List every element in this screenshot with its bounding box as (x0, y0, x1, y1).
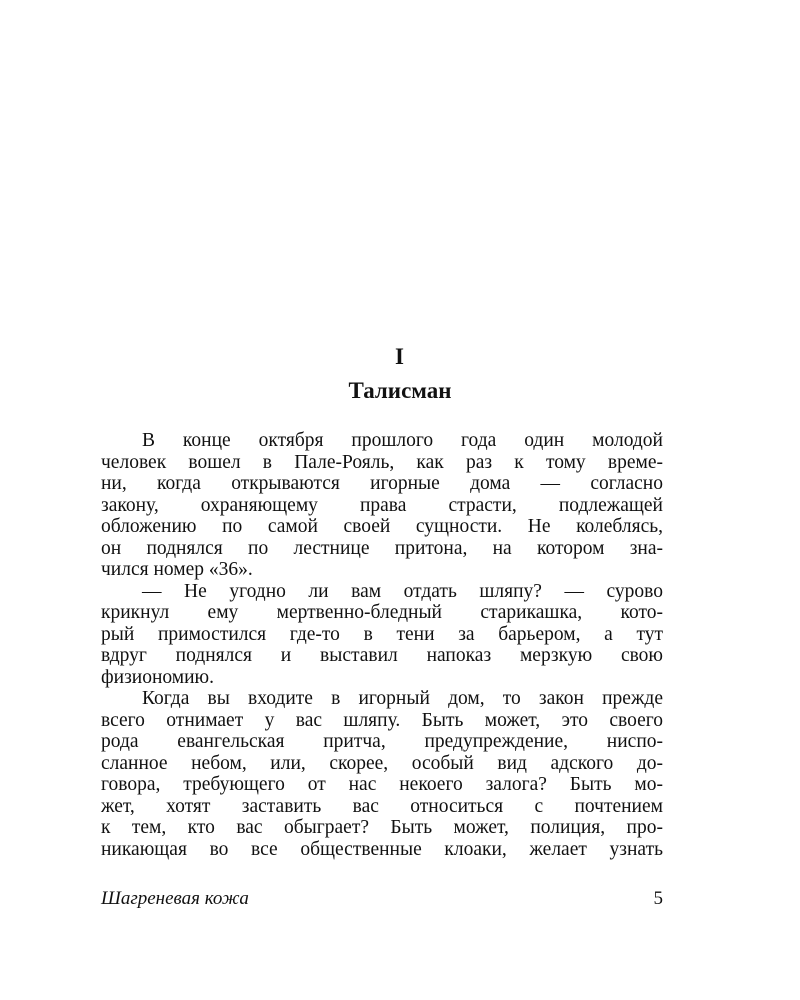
text-line: он поднялся по лестнице притона, на котором зна- (101, 537, 663, 559)
text-line: никающая во все общественные клоаки, желает узнать (101, 838, 663, 860)
text-line: чился номер «36». (101, 559, 253, 580)
text-line: рый примостился где-то в тени за барьером, а тут (101, 623, 663, 645)
text-line: к тем, кто вас обыграет? Быть может, полиция, про- (101, 817, 663, 838)
chapter-title: Талисман (348, 378, 452, 403)
text-line: закону, охраняющему права страсти, подлежащей (101, 494, 663, 516)
text-line: человек вошел в Пале-Рояль, как раз к тому време- (101, 451, 663, 473)
text-line: говора, требующего от нас некоего залога? Быть мо- (101, 774, 663, 795)
chapter-number: I (395, 344, 405, 369)
text-line: вдруг поднялся и выставил напоказ мерзкую свою (101, 645, 663, 666)
text-line: физиономию. (101, 666, 214, 688)
text-line: сланное небом, или, скорее, особый вид адского до- (101, 752, 663, 774)
text-line: ни, когда открываются игорные дома — согласно (101, 473, 663, 494)
text-line: всего отнимает у вас шляпу. Быть может, это своего (101, 709, 663, 731)
running-footer-book-title: Шагреневая кожа (101, 888, 249, 909)
text-line: рода евангельская притча, предупреждение, ниспо- (101, 731, 663, 752)
text-line: обложению по самой своей сущности. Не колеблясь, (101, 516, 663, 537)
text-line: жет, хотят заставить вас относиться с почтением (101, 795, 663, 817)
body-text (101, 430, 663, 860)
text-line: крикнул ему мертвенно-бледный старикашка, кото- (101, 602, 663, 623)
text-line: Когда вы входите в игорный дом, то закон прежде (142, 688, 663, 709)
text-line: В конце октября прошлого года один молодой (142, 430, 663, 451)
text-line: — Не угодно ли вам отдать шляпу? — сурово (142, 580, 663, 602)
page-number: 5 (653, 888, 663, 909)
